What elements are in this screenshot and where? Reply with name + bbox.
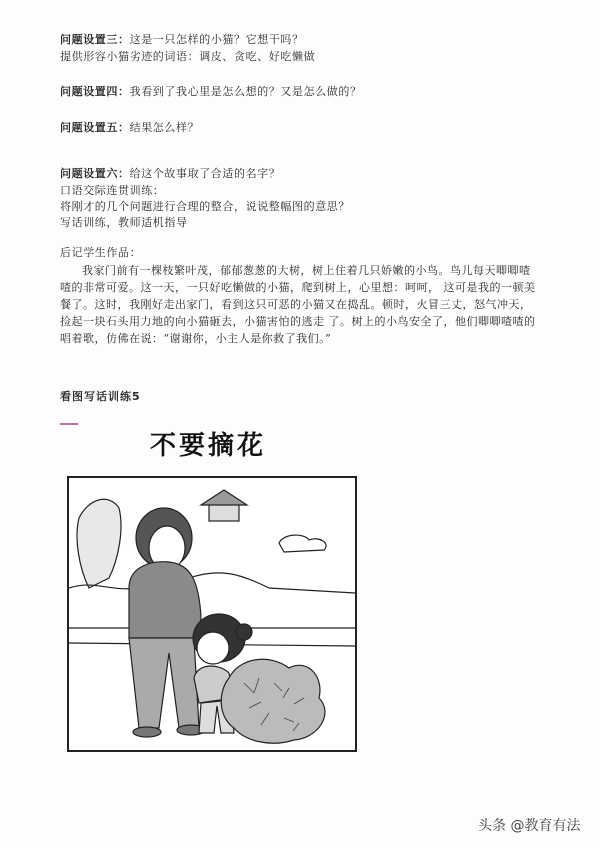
question-5-text: 结果怎么样？ [129, 121, 200, 134]
pink-mark [60, 423, 78, 425]
question-6 [60, 167, 280, 181]
watermark: 头条 @教育有法 [478, 818, 581, 834]
writing-training: 写话训练，教师适机指导 [60, 216, 188, 229]
student-work-body: 我家门前有一棵枝繁叶茂，郁郁葱葱的大树，树上住着几只娇嫩的小鸟。鸟儿每天唧唧喳喳的非常可爱。这一天，一只好吃懒做的小猫，爬到树上，心里想：呵呵， 这可是我的一顿美餐了。这时，我刚好走出家门，看到这只可恶的小猫又在捣乱。顿时，火冒三丈，怒气冲天，捡起一块石头用力地的向小猫砸去，小猫害怕的逃走 了。树上的小鸟安全了，他们唧唧喳喳的唱着歌，仿佛在说：“谢谢你，小主人是你救了我们。” [60, 264, 536, 345]
question-3-label: 问题设置三： [60, 33, 130, 46]
question-4-label: 问题设置四： [60, 85, 130, 98]
question-3 [60, 33, 304, 47]
question-5-label: 问题设置五： [60, 121, 130, 134]
descriptive-words-text: 提供形容小猫劣迹的词语：调皮、贪吃、好吃懒做 [60, 50, 316, 63]
oral-training-instruction: 将刚才的几个问题进行合理的整合，说说整幅图的意思？ [60, 200, 350, 213]
question-4-text: 我看到了我心里是怎么想的？又是怎么做的？ [129, 85, 362, 98]
descriptive-words [60, 50, 315, 64]
question-4 [60, 85, 362, 99]
student-work-heading: 后记学生作品： [60, 246, 142, 259]
section-title: 看图写话训练5 [60, 390, 141, 403]
picture-title: 不要摘花 [150, 431, 267, 461]
question-6-label: 问题设置六： [60, 167, 130, 180]
question-5 [60, 121, 199, 135]
illustration [67, 476, 357, 752]
question-6-text: 给这个故事取了合适的名字？ [129, 167, 281, 180]
oral-training-heading: 口语交际连贯训练： [60, 184, 165, 197]
question-3-text: 这是一只怎样的小猫？它想干吗？ [129, 33, 304, 46]
